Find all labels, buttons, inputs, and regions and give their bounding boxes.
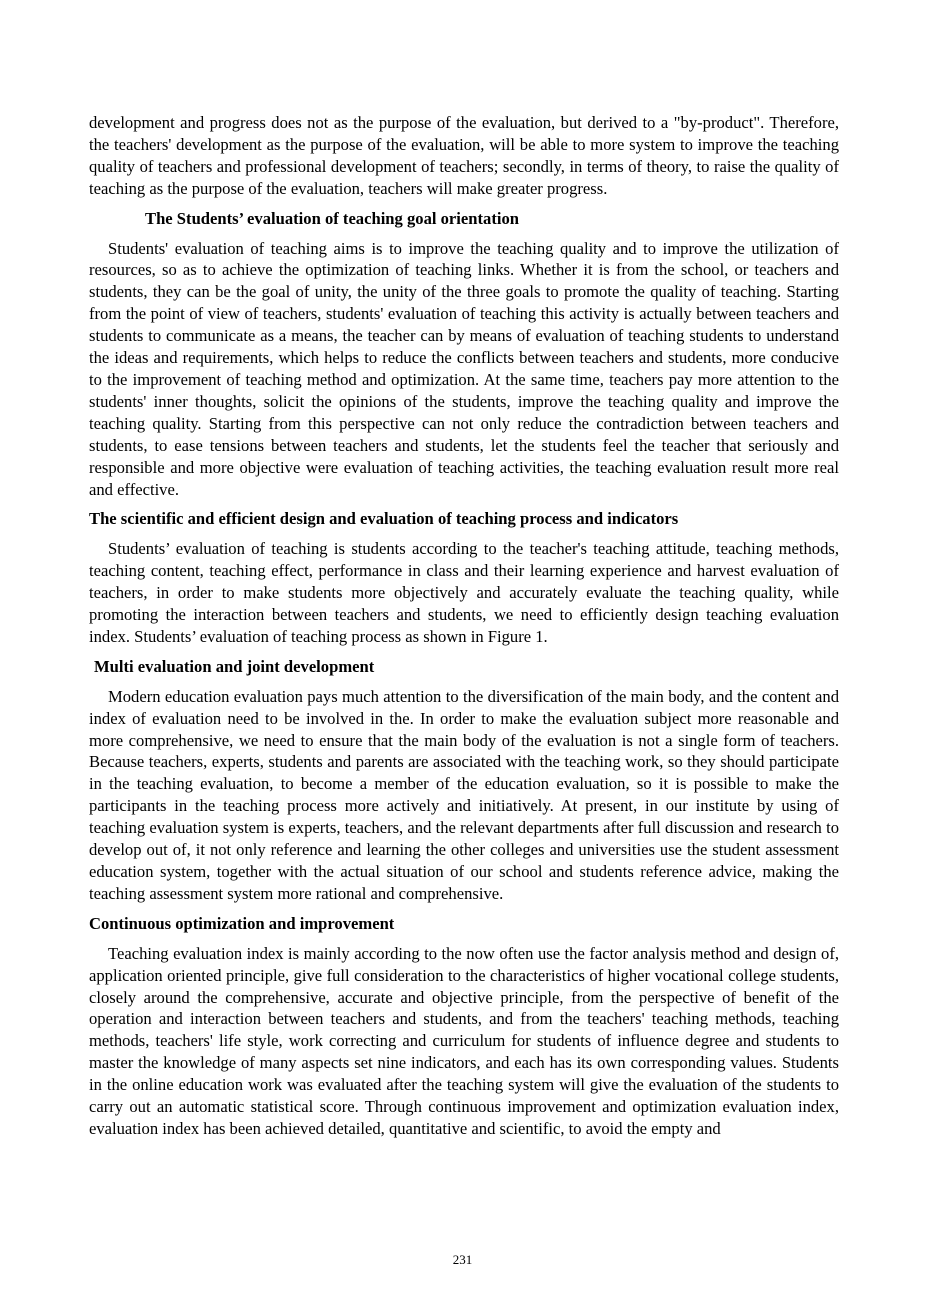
paragraph-goal-orientation: Students' evaluation of teaching aims is to improve the teaching quality and to improve the utilization of resources, so as to achieve the optimization of teaching links. Whether it is from the school, or teachers and students, they can be the goal of unity, the unity of the three goals to promote the quality of teaching. Starting from the point of view of teachers, students' evaluation of teaching this activity is actually between teachers and students to communicate as a means, the teacher can by means of evaluation of teaching students to understand the ideas and requirements, which helps to reduce the conflicts between teachers and students, more conducive to the improvement of teaching method and optimization. At the same time, teachers pay more attention to the students' inner thoughts, solicit the opinions of the students, improve the teaching quality and improve the teaching quality. Starting from this perspective can not only reduce the contradiction between teachers and students, to ease tensions between teachers and students, let the students feel the teacher that seriously and responsible and more objective were evaluation of teaching activities, the teaching evaluation result more real and effective. <box>89 238 839 499</box>
page-body <box>89 112 839 1140</box>
heading-multi-evaluation: Multi evaluation and joint development <box>94 656 375 676</box>
heading-design-indicators: The scientific and efficient design and evaluation of teaching process and indicators <box>89 509 679 529</box>
heading-goal-orientation: The Students’ evaluation of teaching goal orientation <box>145 208 519 228</box>
paragraph-continuation: development and progress does not as the purpose of the evaluation, but derived to a "by-product". Therefore, the teachers' development as the purpose of the evaluation, will be able to more system to improve the teaching quality of teachers and professional development of teachers; secondly, in terms of theory, to raise the quality of teaching as the purpose of the evaluation, teachers will make greater progress. <box>89 113 839 198</box>
page-number: 231 <box>452 1252 473 1267</box>
paragraph-design-indicators: Students’ evaluation of teaching is students according to the teacher's teaching attitude, teaching methods, teaching content, teaching effect, performance in class and their learning experience and harvest evaluation of teachers, in order to make students more objectively and accurately evaluate the teaching quality, while promoting the interaction between teachers and students, we need to efficiently design teaching evaluation index. Students’ evaluation of teaching process as shown in Figure 1. <box>89 539 839 646</box>
paragraph-continuous-optimization: Teaching evaluation index is mainly according to the now often use the factor analysis method and design of, application oriented principle, give full consideration to the characteristics of higher vocational college students, closely around the comprehensive, accurate and objective principle, from the perspective of benefit of the operation and interaction between teachers and students, and from the teachers' teaching methods, teaching methods, teachers' life style, work correcting and curriculum for students of influence degree and students to master the knowledge of many aspects set nine indicators, and each has its own corresponding values. Students in the online education work was evaluated after the teaching system will give the evaluation of the students to carry out an automatic statistical score. Through continuous improvement and optimization evaluation index, evaluation index has been achieved detailed, quantitative and scientific, to avoid the empty and <box>89 943 839 1138</box>
paragraph-multi-evaluation: Modern education evaluation pays much attention to the diversification of the main body, and the content and index of evaluation need to be involved in the. In order to make the evaluation subject more reasonable and more comprehensive, we need to ensure that the main body of the evaluation is not a single form of teachers. Because teachers, experts, students and parents are associated with the teaching work, so they should participate in the teaching evaluation, to become a member of the education evaluation, so it is possible to make the participants in the teaching process more actively and initiatively. At present, in our institute by using of teaching evaluation system is experts, teachers, and the relevant departments after full discussion and research to develop out of, it not only reference and learning the other colleges and universities use the student assessment education system, together with the actual situation of our school and students reference advice, making the teaching assessment system more rational and comprehensive. <box>89 686 839 903</box>
heading-continuous-optimization: Continuous optimization and improvement <box>89 913 395 933</box>
